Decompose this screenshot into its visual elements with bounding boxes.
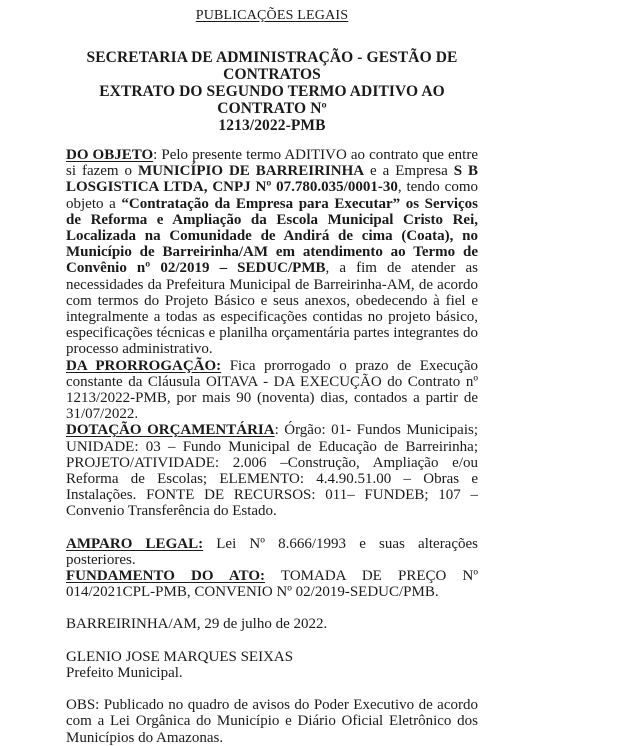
- text-run: GLENIO JOSE MARQUES SEIXAS: [66, 648, 294, 665]
- text-run: “Contratação da Empresa para Executar” os Serviços de Reforma e Ampliação da Escola Municipal Cristo Rei, Localizada na Comunidade de Andirá de cima (Coata), no Município de Barreirinha/AM em atendimento ao Termo de Convênio nº 02/2019 – SEDUC/PMB: [66, 195, 478, 277]
- publication-title-row: [66, 7, 478, 25]
- text-run: Prefeito Municipal.: [66, 664, 183, 681]
- text-run: : Órgão: 01- Fundos Municipais; UNIDADE: 03 – Fundo Municipal de Educação de Barreirinha; PROJETO/ATIVIDADE: 2.006 –Construção, Ampliação e/ou Reforma de Escolas; ELEMENTO: 4.4.90.51.00 – Obras e Instalações. FONTE DE RECURSOS: 011– FUNDEB; 107 – Convenio Transferência do Estado.: [66, 422, 478, 520]
- text-run: TOMADA DE PREÇO Nº 014/2021CPL-PMB, CONVENIO Nº 02/2019-SEDUC/PMB.: [66, 568, 478, 601]
- text-run: OBS: Publicado no quadro de avisos do Poder Executivo de acordo com a Lei Orgânica do Município e Diário Oficial Eletrônico dos Municípios do Amazonas.: [66, 697, 478, 746]
- text-run: e a Empresa: [364, 163, 454, 180]
- text-run: MUNICÍPIO DE BARREIRINHA: [138, 163, 365, 180]
- text-run: : Pelo presente termo ADITIVO ao contrato que entre si fazem o: [66, 147, 478, 180]
- section-heading-line-2: EXTRATO DO SEGUNDO TERMO ADITIVO AO CONTRATO Nº: [99, 83, 445, 117]
- section-heading: [66, 49, 478, 134]
- text-run: S B LOSGISTICA LTDA, CNPJ Nº 07.780.035/0001-30: [66, 163, 479, 196]
- document-body: [66, 147, 478, 746]
- paragraph-signatory-role: [66, 665, 478, 681]
- paragraph-amparo-legal: [66, 536, 478, 568]
- text-run: BARREIRINHA/AM, 29 de julho de 2022.: [66, 616, 328, 633]
- document-column: [66, 0, 478, 746]
- paragraph-da-prorrogacao: [66, 358, 478, 423]
- paragraph-do-objeto: [66, 147, 478, 358]
- text-run: FUNDAMENTO DO ATO:: [66, 568, 266, 585]
- text-run: Fica prorrogado o prazo de Execução constante da Cláusula OITAVA - DA EXECUÇÃO do Contrato nº 1213/2022-PMB, por mais 90 (noventa) dias, contados a partir de 31/07/2022.: [66, 357, 478, 423]
- text-run: , tendo como objeto a: [66, 179, 478, 212]
- text-run: DO OBJETO: [66, 147, 154, 163]
- text-run: DA PRORROGAÇÃO:: [66, 357, 222, 374]
- section-heading-line-1: SECRETARIA DE ADMINISTRAÇÃO - GESTÃO DE CONTRATOS: [86, 49, 458, 83]
- paragraph-dotacao-orcamentaria: [66, 422, 478, 519]
- text-run: , a fim de atender as necessidades da Prefeitura Municipal de Barreirinha-AM, de acordo com termos do Projeto Básico e seus anexos, obedecendo à fiel e integralmente a todas as especificações contidas no projeto básico, especificações técnicas e planilha orçamentária partes integrantes do processo administrativo.: [66, 260, 479, 358]
- text-run: AMPARO LEGAL:: [66, 535, 204, 552]
- publication-title: PUBLICAÇÕES LEGAIS: [195, 8, 349, 23]
- paragraph-place-date: [66, 616, 478, 632]
- text-run: Lei Nº 8.666/1993 e suas alterações posteriores.: [66, 535, 478, 568]
- text-run: DOTAÇÃO ORÇAMENTÁRIA: [66, 422, 275, 439]
- paragraph-signatory-name: [66, 649, 478, 665]
- section-heading-line-3: 1213/2022-PMB: [218, 117, 326, 134]
- paragraph-fundamento-do-ato: [66, 568, 478, 600]
- paragraph-obs-note: [66, 697, 478, 746]
